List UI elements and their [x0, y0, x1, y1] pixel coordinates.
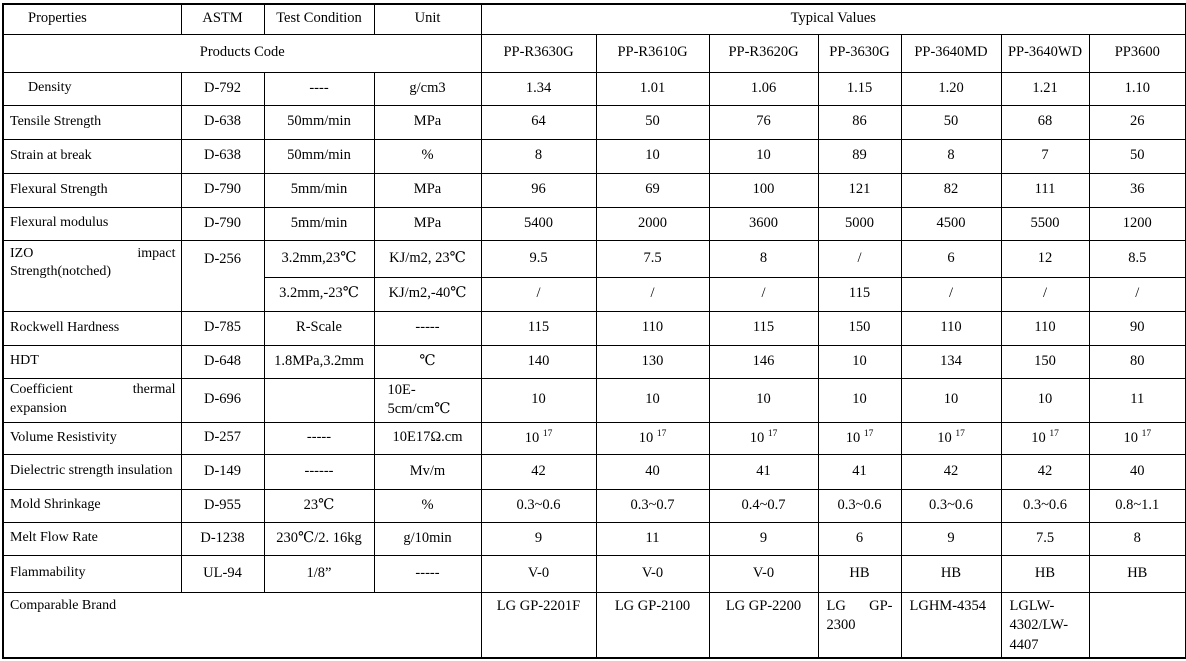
brand-cell: LG GP-2201F: [481, 592, 596, 658]
value-cell: 110: [901, 311, 1001, 345]
astm-cell: D-790: [181, 207, 264, 240]
condition-cell: 230℃/2. 16kg: [264, 522, 374, 555]
brand-cell: LGLW-4302/LW-4407: [1001, 592, 1089, 658]
value-cell: /: [1089, 277, 1186, 311]
unit-cell: MPa: [374, 105, 481, 139]
value-cell: 9: [709, 522, 818, 555]
condition-cell: 3.2mm,23℃: [264, 240, 374, 277]
products-code-row: [3, 34, 1186, 72]
value-cell: 68: [1001, 105, 1089, 139]
unit-cell: MPa: [374, 173, 481, 207]
astm-cell: D-638: [181, 139, 264, 173]
product-column-header: PP-3640MD: [901, 34, 1001, 72]
value-cell: 115: [709, 311, 818, 345]
value-cell: 76: [709, 105, 818, 139]
value-cell: 5500: [1001, 207, 1089, 240]
value-cell: 26: [1089, 105, 1186, 139]
col-header-typical-values: Typical Values: [481, 4, 1186, 34]
value-cell: 11: [1089, 378, 1186, 422]
table-row: [3, 240, 1186, 277]
condition-cell: 3.2mm,-23℃: [264, 277, 374, 311]
unit-cell: MPa: [374, 207, 481, 240]
property-cell: Flammability: [3, 555, 181, 592]
unit-cell: KJ/m2,-40℃: [374, 277, 481, 311]
condition-cell: 50mm/min: [264, 105, 374, 139]
value-cell: 10: [481, 378, 596, 422]
table-row: [3, 378, 1186, 422]
value-cell: 115: [481, 311, 596, 345]
property-cell: Volume Resistivity: [3, 422, 181, 454]
value-cell: 1.10: [1089, 72, 1186, 105]
unit-cell: g/cm3: [374, 72, 481, 105]
value-cell: 140: [481, 345, 596, 378]
table-row: [3, 311, 1186, 345]
brand-cell: LG GP-2100: [596, 592, 709, 658]
value-cell: 134: [901, 345, 1001, 378]
astm-cell: D-638: [181, 105, 264, 139]
value-cell: 89: [818, 139, 901, 173]
value-cell: 0.8~1.1: [1089, 489, 1186, 522]
value-cell: 5000: [818, 207, 901, 240]
value-cell: 5400: [481, 207, 596, 240]
unit-cell: -----: [374, 555, 481, 592]
value-cell: /: [901, 277, 1001, 311]
value-cell: 8: [709, 240, 818, 277]
value-cell: /: [709, 277, 818, 311]
value-cell: 42: [901, 454, 1001, 489]
value-cell: 8.5: [1089, 240, 1186, 277]
property-cell: Dielectric strength insulation: [3, 454, 181, 489]
value-cell: 6: [901, 240, 1001, 277]
value-cell: 121: [818, 173, 901, 207]
product-column-header: PP3600: [1089, 34, 1186, 72]
value-cell: 110: [596, 311, 709, 345]
value-cell: 12: [1001, 240, 1089, 277]
property-cell: Tensile Strength: [3, 105, 181, 139]
material-properties-table: [2, 3, 1186, 659]
value-cell: 1.01: [596, 72, 709, 105]
brand-cell: LG GP-2300: [818, 592, 901, 658]
value-cell: 10: [1001, 378, 1089, 422]
unit-cell: Mv/m: [374, 454, 481, 489]
condition-cell: [264, 378, 374, 422]
astm-cell: D-1238: [181, 522, 264, 555]
value-cell: HB: [1001, 555, 1089, 592]
condition-cell: ------: [264, 454, 374, 489]
condition-cell: ----: [264, 72, 374, 105]
brand-cell: [1089, 592, 1186, 658]
value-cell: 10 $^{17}$: [1001, 422, 1089, 454]
value-cell: 82: [901, 173, 1001, 207]
astm-cell: D-696: [181, 378, 264, 422]
value-cell: 10 $^{17}$: [709, 422, 818, 454]
value-cell: 111: [1001, 173, 1089, 207]
exponent: 17: [767, 428, 778, 439]
value-cell: 0.3~0.6: [1001, 489, 1089, 522]
value-cell: HB: [818, 555, 901, 592]
value-cell: 150: [1001, 345, 1089, 378]
astm-cell: D-792: [181, 72, 264, 105]
value-cell: 10: [818, 378, 901, 422]
value-cell: 96: [481, 173, 596, 207]
astm-cell: D-785: [181, 311, 264, 345]
value-cell: 0.3~0.6: [481, 489, 596, 522]
property-cell: Flexural Strength: [3, 173, 181, 207]
condition-cell: 5mm/min: [264, 173, 374, 207]
value-cell: 36: [1089, 173, 1186, 207]
property-cell: Strain at break: [3, 139, 181, 173]
condition-cell: 23℃: [264, 489, 374, 522]
value-cell: 8: [901, 139, 1001, 173]
value-cell: 1.15: [818, 72, 901, 105]
value-cell: 10: [596, 139, 709, 173]
table-row: [3, 345, 1186, 378]
value-cell: 9: [901, 522, 1001, 555]
table-row: [3, 422, 1186, 454]
value-cell: 4500: [901, 207, 1001, 240]
property-cell: Rockwell Hardness: [3, 311, 181, 345]
value-cell: 86: [818, 105, 901, 139]
comparable-brand-label: Comparable Brand: [3, 592, 481, 658]
value-cell: 9: [481, 522, 596, 555]
exponent: 17: [542, 428, 553, 439]
unit-cell: -----: [374, 311, 481, 345]
value-cell: V-0: [481, 555, 596, 592]
astm-cell: D-955: [181, 489, 264, 522]
value-cell: 50: [901, 105, 1001, 139]
exponent: 17: [863, 428, 874, 439]
value-cell: 1.20: [901, 72, 1001, 105]
astm-cell: D-790: [181, 173, 264, 207]
astm-cell: UL-94: [181, 555, 264, 592]
value-cell: 10 $^{17}$: [1089, 422, 1186, 454]
value-cell: /: [818, 240, 901, 277]
value-cell: 10: [709, 139, 818, 173]
value-cell: 41: [709, 454, 818, 489]
value-cell: 50: [1089, 139, 1186, 173]
value-cell: 40: [1089, 454, 1186, 489]
exponent: 17: [955, 428, 965, 439]
table-row: [3, 207, 1186, 240]
value-cell: 42: [1001, 454, 1089, 489]
value-cell: 64: [481, 105, 596, 139]
astm-cell: D-256: [181, 240, 264, 311]
astm-cell: D-149: [181, 454, 264, 489]
exponent: 17: [1141, 428, 1152, 439]
value-cell: 10 $^{17}$: [596, 422, 709, 454]
exponent: 17: [656, 428, 667, 439]
exponent: 17: [1049, 428, 1059, 439]
condition-cell: 5mm/min: [264, 207, 374, 240]
value-cell: /: [596, 277, 709, 311]
unit-cell: 10E-5cm/cm℃: [374, 378, 481, 422]
value-cell: /: [1001, 277, 1089, 311]
value-cell: 50: [596, 105, 709, 139]
property-cell: Melt Flow Rate: [3, 522, 181, 555]
comparable-brand-row: [3, 592, 1186, 658]
value-cell: 1.34: [481, 72, 596, 105]
value-cell: 7: [1001, 139, 1089, 173]
table-row: [3, 489, 1186, 522]
value-cell: 2000: [596, 207, 709, 240]
table-row: [3, 454, 1186, 489]
value-cell: 110: [1001, 311, 1089, 345]
property-cell: Coefficient thermal expansion: [3, 378, 181, 422]
condition-cell: 1/8”: [264, 555, 374, 592]
value-cell: 3600: [709, 207, 818, 240]
table-row: [3, 522, 1186, 555]
value-cell: 9.5: [481, 240, 596, 277]
col-header-astm: ASTM: [181, 4, 264, 34]
value-cell: 10 $^{17}$: [818, 422, 901, 454]
value-cell: /: [481, 277, 596, 311]
brand-cell: LG GP-2200: [709, 592, 818, 658]
astm-cell: D-648: [181, 345, 264, 378]
condition-cell: -----: [264, 422, 374, 454]
unit-cell: KJ/m2, 23℃: [374, 240, 481, 277]
value-cell: 0.3~0.6: [901, 489, 1001, 522]
value-cell: 1200: [1089, 207, 1186, 240]
property-cell: HDT: [3, 345, 181, 378]
property-cell: Flexural modulus: [3, 207, 181, 240]
col-header-properties: Properties: [3, 4, 181, 34]
value-cell: 10: [596, 378, 709, 422]
property-cell: Density: [3, 72, 181, 105]
table-body: [3, 4, 1186, 658]
value-cell: 8: [1089, 522, 1186, 555]
table-row: [3, 555, 1186, 592]
col-header-test-condition: Test Condition: [264, 4, 374, 34]
value-cell: 10: [901, 378, 1001, 422]
value-cell: 150: [818, 311, 901, 345]
unit-cell: %: [374, 489, 481, 522]
unit-cell: ℃: [374, 345, 481, 378]
value-cell: 146: [709, 345, 818, 378]
value-cell: 0.3~0.7: [596, 489, 709, 522]
table-row: [3, 105, 1186, 139]
value-cell: 100: [709, 173, 818, 207]
value-cell: 10: [818, 345, 901, 378]
product-column-header: PP-R3610G: [596, 34, 709, 72]
product-column-header: PP-3630G: [818, 34, 901, 72]
value-cell: 6: [818, 522, 901, 555]
unit-cell: 10E17Ω.cm: [374, 422, 481, 454]
unit-cell: g/10min: [374, 522, 481, 555]
table-row: [3, 72, 1186, 105]
condition-cell: 50mm/min: [264, 139, 374, 173]
table-row: [3, 139, 1186, 173]
value-cell: 8: [481, 139, 596, 173]
value-cell: 0.4~0.7: [709, 489, 818, 522]
unit-cell: %: [374, 139, 481, 173]
value-cell: 69: [596, 173, 709, 207]
value-cell: 80: [1089, 345, 1186, 378]
value-cell: HB: [1089, 555, 1186, 592]
products-code-label: Products Code: [3, 34, 481, 72]
value-cell: 40: [596, 454, 709, 489]
value-cell: 10: [709, 378, 818, 422]
value-cell: 7.5: [1001, 522, 1089, 555]
value-cell: 1.21: [1001, 72, 1089, 105]
value-cell: V-0: [709, 555, 818, 592]
condition-cell: R-Scale: [264, 311, 374, 345]
brand-cell: LGHM-4354: [901, 592, 1001, 658]
value-cell: 42: [481, 454, 596, 489]
value-cell: V-0: [596, 555, 709, 592]
value-cell: 0.3~0.6: [818, 489, 901, 522]
value-cell: 41: [818, 454, 901, 489]
value-cell: 11: [596, 522, 709, 555]
property-cell: IZO impact Strength(notched): [3, 240, 181, 311]
property-cell: Mold Shrinkage: [3, 489, 181, 522]
value-cell: 115: [818, 277, 901, 311]
value-cell: 1.06: [709, 72, 818, 105]
product-column-header: PP-3640WD: [1001, 34, 1089, 72]
col-header-unit: Unit: [374, 4, 481, 34]
value-cell: 130: [596, 345, 709, 378]
product-column-header: PP-R3620G: [709, 34, 818, 72]
value-cell: 10 $^{17}$: [901, 422, 1001, 454]
astm-cell: D-257: [181, 422, 264, 454]
table-row: [3, 173, 1186, 207]
table-header-row: [3, 4, 1186, 34]
value-cell: 10 $^{17}$: [481, 422, 596, 454]
value-cell: 90: [1089, 311, 1186, 345]
value-cell: 7.5: [596, 240, 709, 277]
product-column-header: PP-R3630G: [481, 34, 596, 72]
condition-cell: 1.8MPa,3.2mm: [264, 345, 374, 378]
value-cell: HB: [901, 555, 1001, 592]
